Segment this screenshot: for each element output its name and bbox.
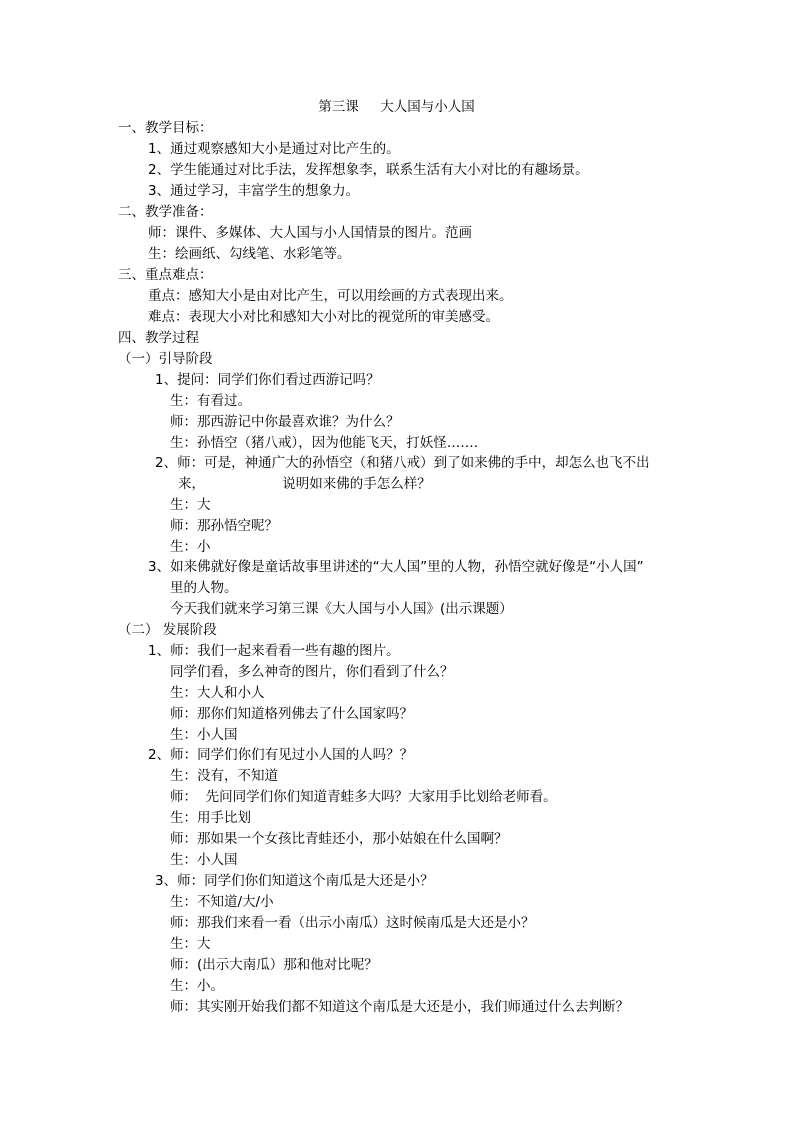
dialogue-line: 2、师：可是，神通广大的孙悟空（和猪八戒）到了如来佛的手中，却怎么也飞不出 xyxy=(155,455,650,471)
preparation-student: 生：绘画纸、勾线笔、水彩笔等。 xyxy=(148,246,351,262)
subsection-heading-development: （二） 发展阶段 xyxy=(118,622,217,638)
dialogue-line: 同学们看，多么神奇的图片，你们看到了什么？ xyxy=(170,664,454,680)
difficult-point: 难点：表现大小对比和感知大小对比的视觉所的审美感受。 xyxy=(148,309,499,325)
lesson-title: 第三课 大人国与小人国 xyxy=(318,99,475,115)
objective-item-1: 1、通过观察感知大小是通过对比产生的。 xyxy=(148,141,400,157)
dialogue-line: 1、提问：同学们你们看过西游记吗？ xyxy=(155,372,380,388)
objective-item-3: 3、通过学习，丰富学生的想象力。 xyxy=(148,183,360,199)
dialogue-line: 师：那西游记中你最喜欢谁？为什么？ xyxy=(170,414,400,430)
dialogue-line: 1、师：我们一起来看看一些有趣的图片。 xyxy=(148,643,400,659)
dialogue-line: 生：小人国 xyxy=(170,852,238,868)
dialogue-line: 生：有看过。 xyxy=(170,393,251,409)
dialogue-line: 生：小。 xyxy=(170,978,224,994)
dialogue-line: 生：用手比划 xyxy=(170,810,251,826)
dialogue-line: 师：那孙悟空呢？ xyxy=(170,518,278,534)
dialogue-line: 3、师：同学们你们知道这个南瓜是大还是小？ xyxy=(155,873,434,889)
dialogue-line: 3、如来佛就好像是童话故事里讲述的“大人国”里的人物，孙悟空就好像是“小人国” xyxy=(148,559,644,575)
dialogue-line: 师：其实刚开始我们都不知道这个南瓜是大还是小，我们师通过什么去判断？ xyxy=(170,999,629,1015)
dialogue-line: 里的人物。 xyxy=(170,580,238,596)
dialogue-line: 生：大 xyxy=(170,497,211,513)
section-heading-objectives: 一、教学目标： xyxy=(118,120,213,136)
dialogue-line: 2、师：同学们你们有见过小人国的人吗？？ xyxy=(148,747,414,763)
dialogue-line: 师： 先问同学们你们知道青蛙多大吗？大家用手比划给老师看。 xyxy=(170,789,557,805)
dialogue-line: 师：那你们知道格列佛去了什么国家吗？ xyxy=(170,706,413,722)
dialogue-line: 师：那如果一个女孩比青蛙还小，那小姑娘在什么国啊？ xyxy=(170,831,508,847)
dialogue-line: 生：不知道/大/小 xyxy=(170,894,274,910)
objective-item-2: 2、学生能通过对比手法，发挥想象李，联系生活有大小对比的有趣场景。 xyxy=(148,162,589,178)
dialogue-line: 今天我们就来学习第三课《大人国与小人国》(出示课题） xyxy=(170,601,513,617)
dialogue-line: 生：小人国 xyxy=(170,727,238,743)
subsection-heading-introduction: （一）引导阶段 xyxy=(118,351,213,367)
dialogue-line: 生：小 xyxy=(170,539,211,555)
section-heading-process: 四、教学过程 xyxy=(118,330,199,346)
dialogue-line: 师：那我们来看一看（出示小南瓜）这时候南瓜是大还是小？ xyxy=(170,915,535,931)
preparation-teacher: 师：课件、多媒体、大人国与小人国情景的图片。范画 xyxy=(148,225,472,241)
dialogue-line: 师：(出示大南瓜）那和他对比呢？ xyxy=(170,957,378,973)
dialogue-line: 生：孙悟空（猪八戒），因为他能飞天，打妖怪……. xyxy=(170,435,479,451)
dialogue-line: 生：大人和小人 xyxy=(170,685,265,701)
section-heading-preparation: 二、教学准备： xyxy=(118,204,213,220)
section-heading-key-points: 三、重点难点： xyxy=(118,267,213,283)
key-point: 重点：感知大小是由对比产生，可以用绘画的方式表现出来。 xyxy=(148,288,513,304)
dialogue-line: 生：大 xyxy=(170,936,211,952)
dialogue-line: 来， 说明如来佛的手怎么样？ xyxy=(178,476,431,492)
dialogue-line: 生：没有，不知道 xyxy=(170,768,278,784)
